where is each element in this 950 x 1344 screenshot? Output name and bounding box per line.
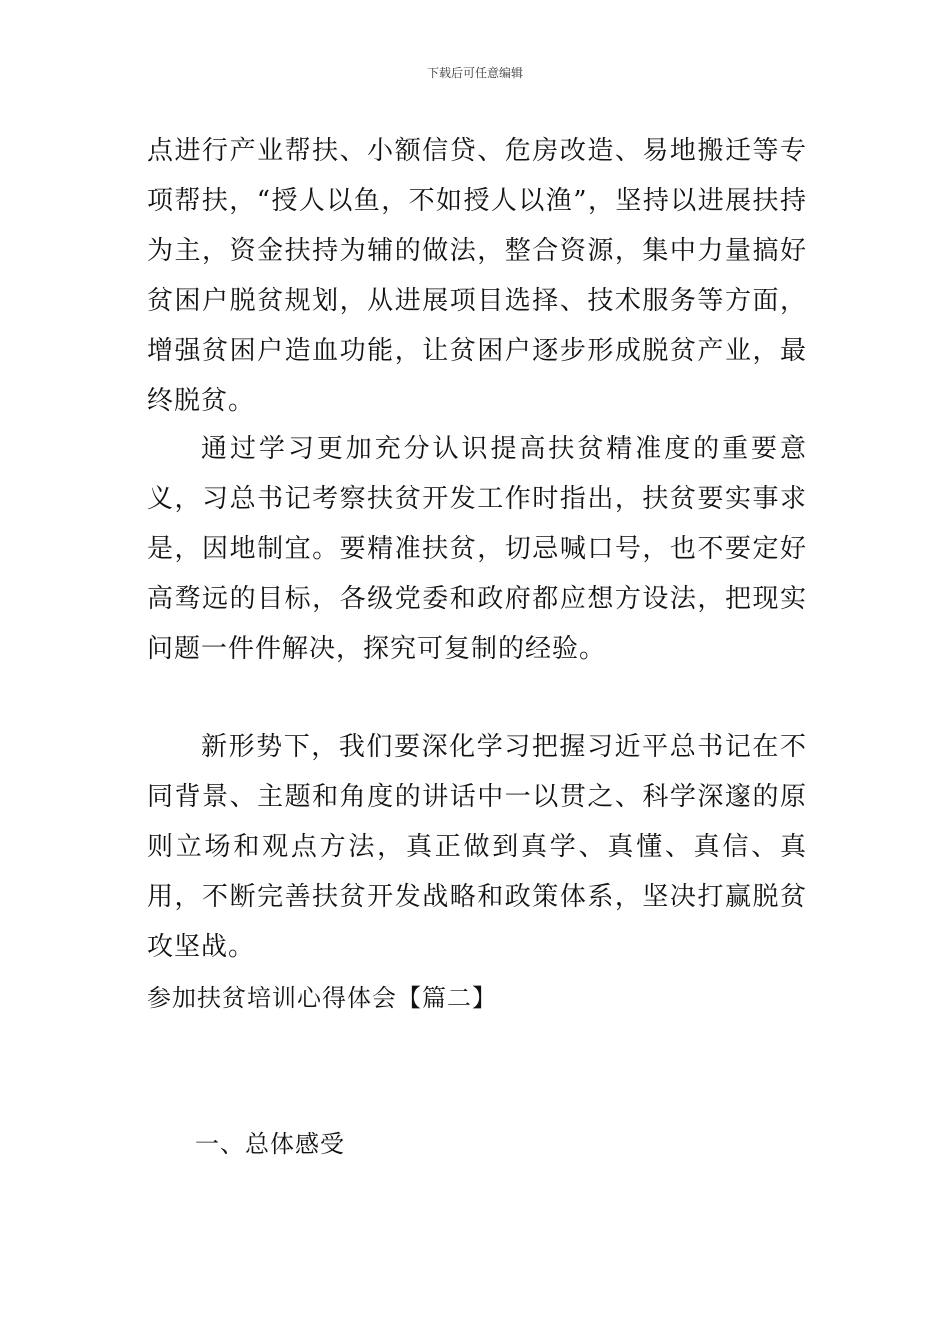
body-paragraph-2: 通过学习更加充分认识提高扶贫精准度的重要意义，习总书记考察扶贫开发工作时指出，扶贫要实事求是，因地制宜。要精准扶贫，切忌喊口号，也不要定好高骛远的目标，各级党委和政府都应想方设法，把现实问题一件件解决，探究可复制的经验。 bbox=[147, 434, 807, 664]
page-header-note: 下载后可任意编辑 bbox=[426, 66, 523, 80]
section-title: 参加扶贫培训心得体会【篇二】 bbox=[147, 984, 497, 1012]
body-paragraph-1: 点进行产业帮扶、小额信贷、危房改造、易地搬迁等专项帮扶，“授人以鱼，不如授人以渔”，坚持以进展扶持为主，资金扶持为辅的做法，整合资源，集中力量搞好贫困户脱贫规划，从进展项目选择、技术服务等方面，增强贫困户造血功能，让贫困户逐步形成脱贫产业，最终脱贫。 bbox=[147, 136, 807, 416]
body-paragraph-3: 新形势下，我们要深化学习把握习近平总书记在不同背景、主题和角度的讲话中一以贯之、科学深邃的原则立场和观点方法，真正做到真学、真懂、真信、真用，不断完善扶贫开发战略和政策体系，坚决打赢脱贫攻坚战。 bbox=[147, 732, 807, 962]
subheading: 一、总体感受 bbox=[195, 1130, 345, 1158]
